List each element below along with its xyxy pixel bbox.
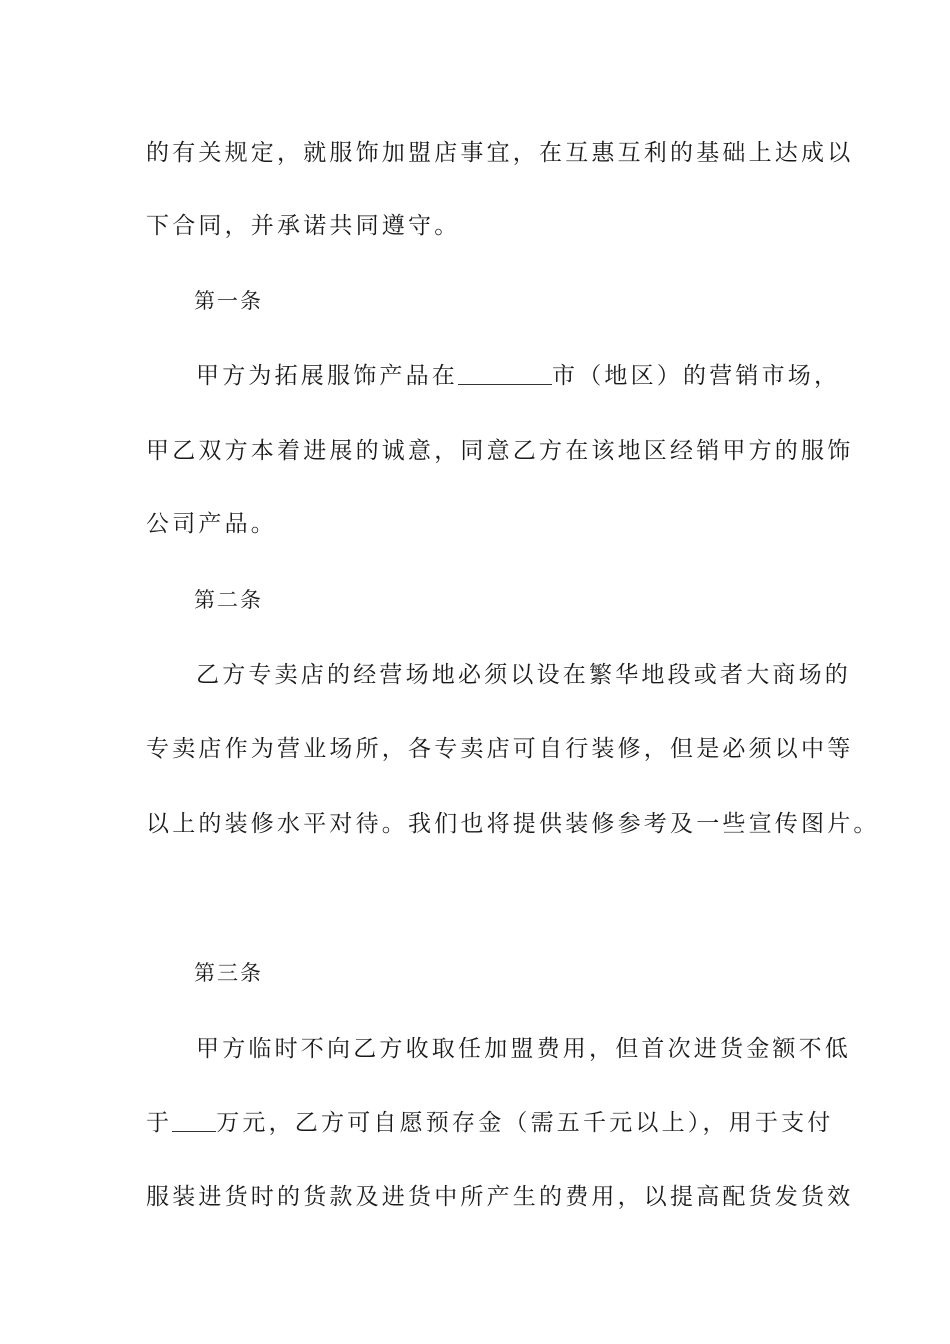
text-line: 的有关规定，就服饰加盟店事宜，在互惠互利的基础上达成以 — [146, 140, 854, 166]
text-line: 下合同，并承诺共同遵守。 — [146, 213, 461, 239]
text-line — [196, 361, 840, 391]
text-segment: 甲方为拓展服饰产品在 — [196, 363, 458, 389]
text-line: 以上的装修水平对待。我们也将提供装修参考及一些宣传图片。 — [146, 811, 880, 837]
article-heading-2: 第二条 — [194, 588, 263, 612]
article-heading-1: 第一条 — [194, 289, 263, 313]
text-segment: 市（地区）的营销市场， — [552, 363, 841, 389]
text-segment: 万元，乙方可自愿预存金（需五千元以上），用于支付 — [216, 1110, 834, 1136]
text-line: 甲乙双方本着进展的诚意，同意乙方在该地区经销甲方的服饰 — [146, 438, 854, 464]
text-line: 专卖店作为营业场所，各专卖店可自行装修，但是必须以中等 — [146, 736, 854, 762]
text-segment: 于 — [146, 1110, 173, 1136]
article-heading-3: 第三条 — [194, 961, 263, 985]
fill-in-blank — [172, 1111, 216, 1132]
text-line: 乙方专卖店的经营场地必须以设在繁华地段或者大商场的 — [196, 662, 851, 688]
text-line: 公司产品。 — [146, 511, 277, 537]
text-line: 服装进货时的货款及进货中所产生的费用，以提高配货发货效 — [146, 1184, 854, 1210]
text-line — [146, 1108, 834, 1138]
fill-in-blank — [458, 364, 552, 385]
text-line: 甲方临时不向乙方收取任加盟费用，但首次进货金额不低 — [196, 1036, 851, 1062]
